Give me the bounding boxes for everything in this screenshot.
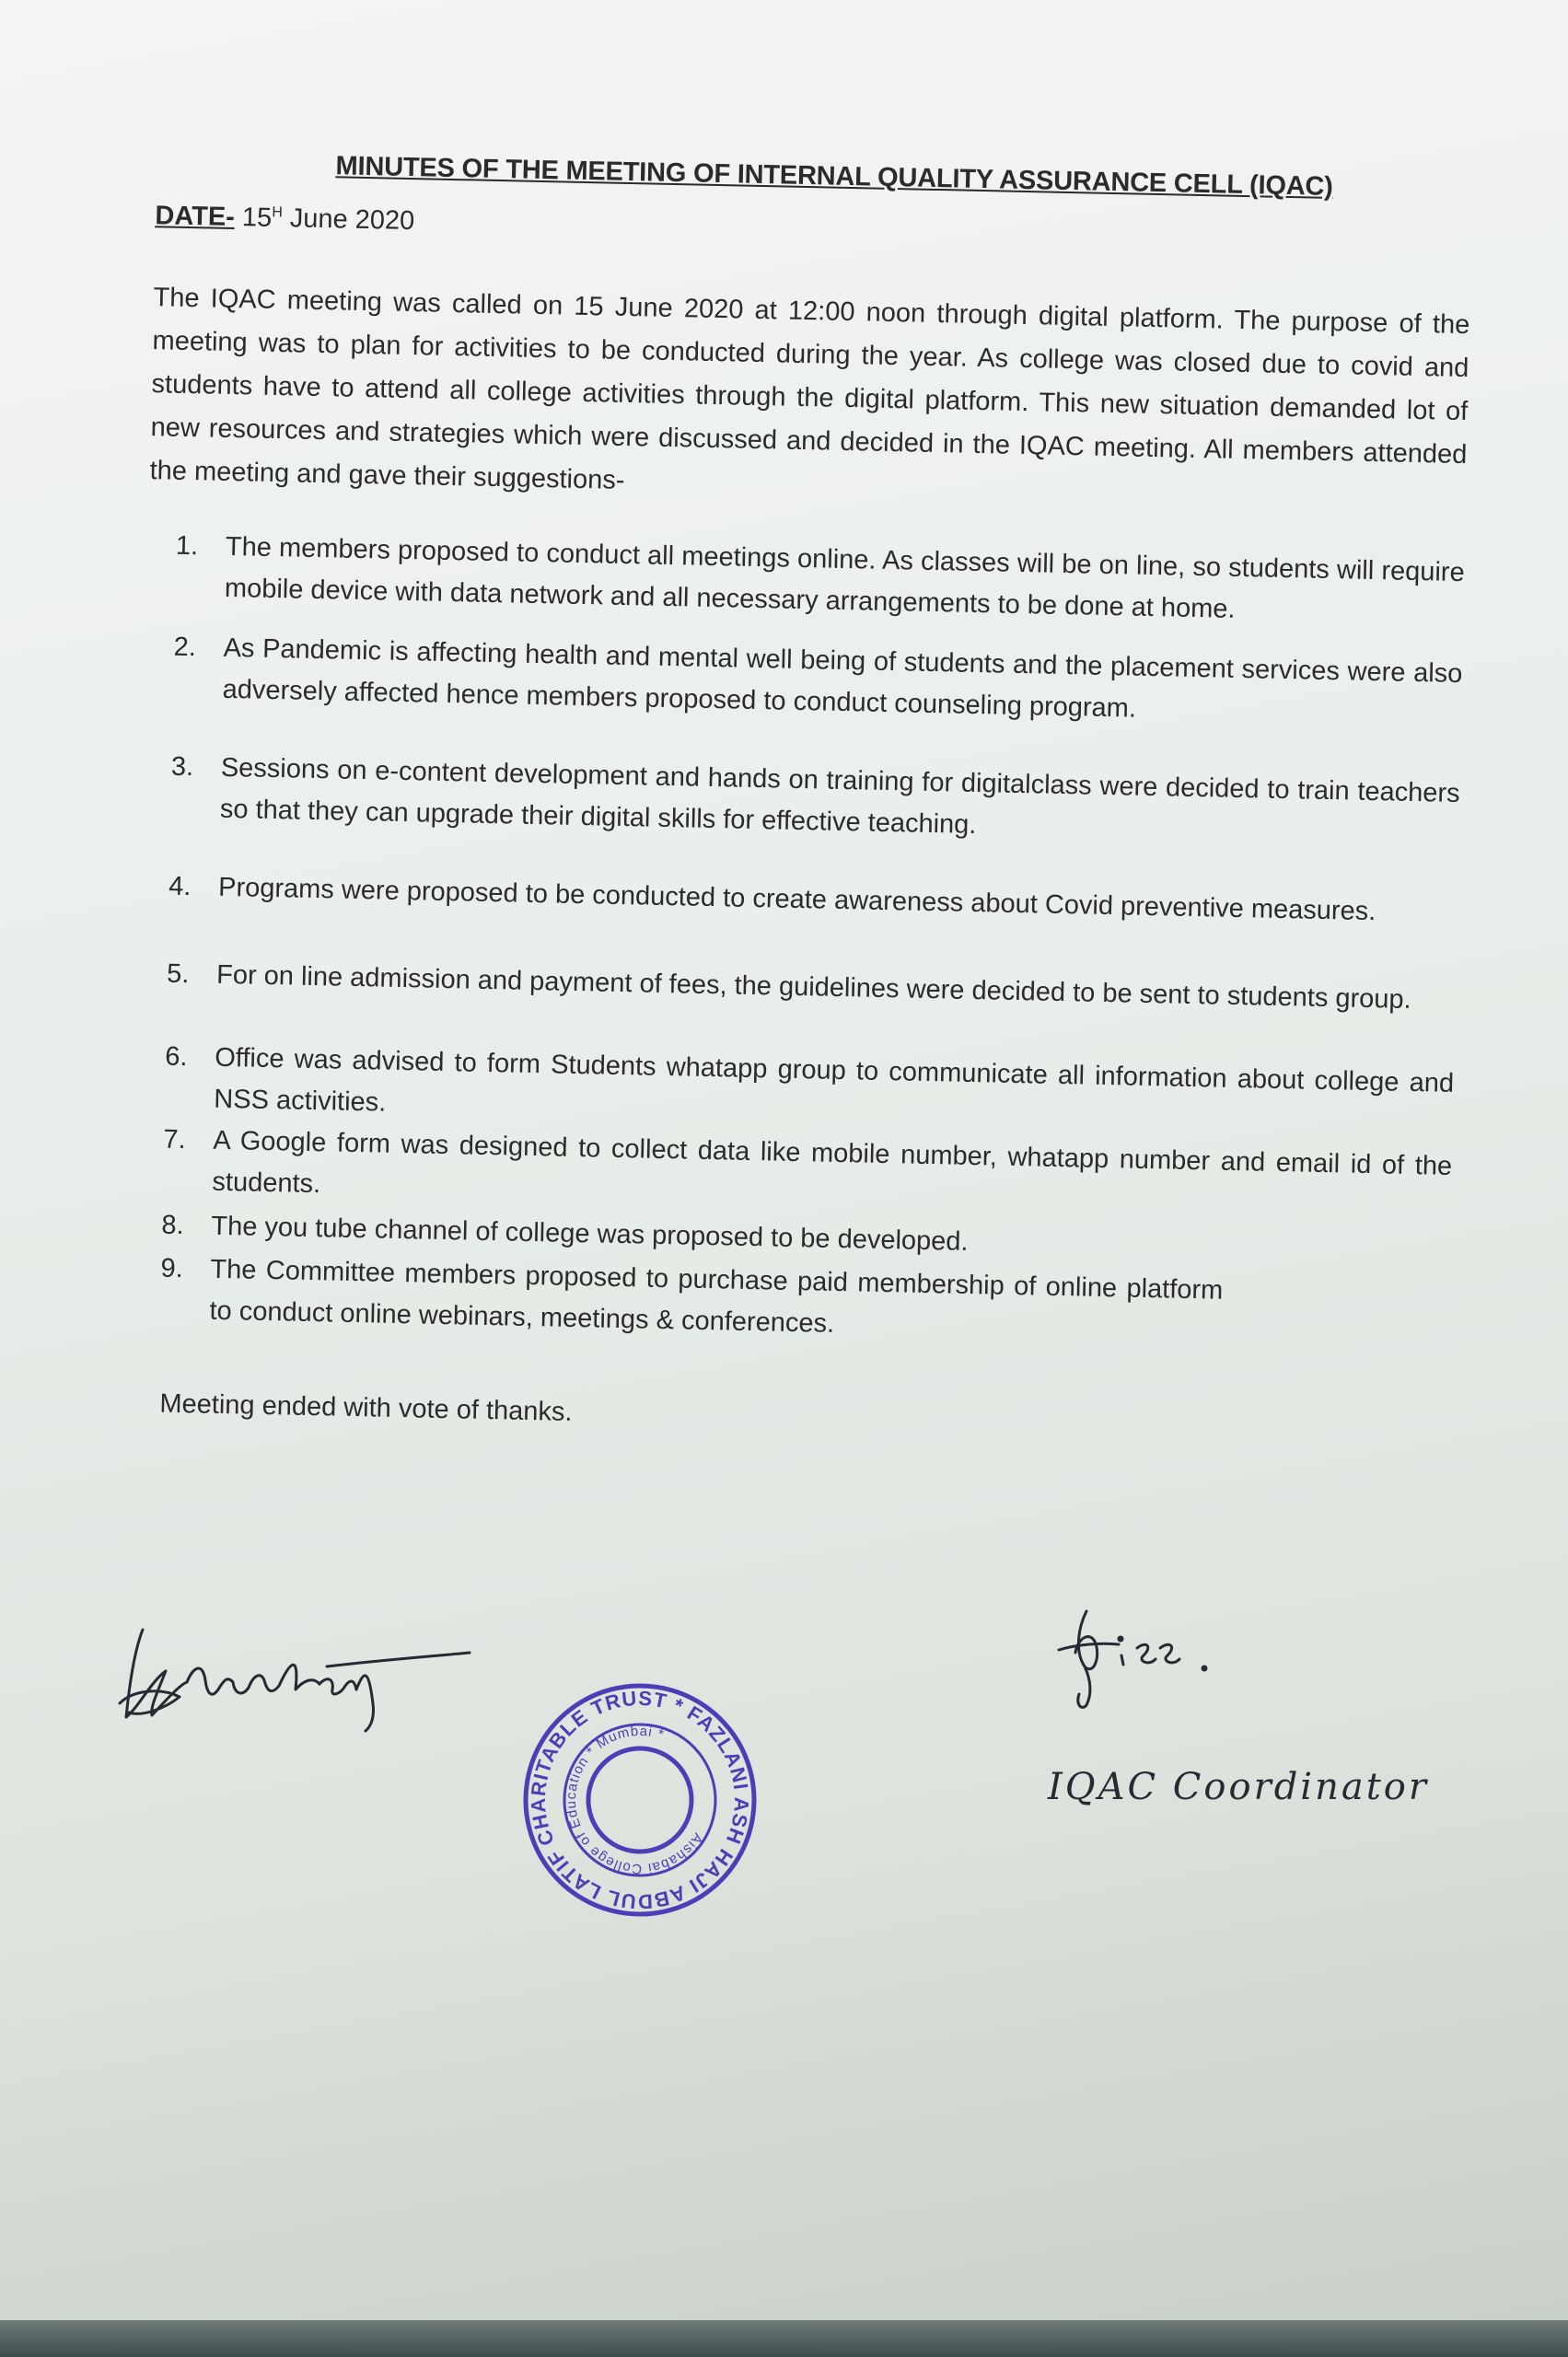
date-day: 15 xyxy=(241,203,273,233)
list-item xyxy=(167,954,1457,1022)
list-item-number: 6. xyxy=(164,1041,188,1073)
document-title: MINUTES OF THE MEETING OF INTERNAL QUALITY ASSURANCE CELL (IQAC) xyxy=(335,151,1334,202)
list-item-text: The you tube channel of college was proposed to be developed. xyxy=(211,1211,969,1257)
list-item-text: As Pandemic is affecting health and mental well being of students and the placement services were also adversely affected hence members proposed to conduct counseling program. xyxy=(222,633,1463,724)
list-item-text: The members proposed to conduct all meetings online. As classes will be on line, so students will require mobile device with data network and all necessary arrangements to be done at home. xyxy=(224,531,1465,624)
minutes-body xyxy=(147,147,1473,1427)
list-item-text: A Google form was designed to collect data like mobile number, whatapp number and email id of the students. xyxy=(212,1125,1453,1200)
svg-text:HAJI ABDUL LATIF CHARITABLE TR: HAJI ABDUL LATIF CHARITABLE TRUST * FAZLANI ASHABAI xyxy=(526,1686,754,1914)
list-item-text: Office was advised to form Students whatapp group to communicate all information about college and NSS activities. xyxy=(214,1042,1455,1118)
list-item-number: 9. xyxy=(160,1253,184,1284)
intro-paragraph: The IQAC meeting was called on 15 June 2020 at 12:00 noon through digital platform. The purpose of the meeting was to plan for activities to be conducted during the year. As college was closed due to covid and students have to attend all college activities through the digital platform. This new situation demanded lot of new resources and strategies which were discussed and decided in the IQAC meeting. All members attended the meeting and gave their suggestions- xyxy=(149,283,1470,495)
list-item xyxy=(172,627,1463,737)
list-item xyxy=(168,866,1458,935)
list-item-text: The Committee members proposed to purchase paid membership of online platform to conduct online webinars, meetings & conferences. xyxy=(209,1254,1224,1339)
left-signature xyxy=(115,1616,474,1736)
list-item-text: Programs were proposed to be conducted to create awareness about Covid preventive measures. xyxy=(217,872,1376,927)
table-edge xyxy=(0,2320,1568,2357)
list-item xyxy=(169,747,1460,856)
date-label: DATE- xyxy=(155,201,236,233)
svg-text:Aishabai College of Education: Aishabai College of Education * Mumbai * xyxy=(563,1723,706,1877)
list-item-number: 3. xyxy=(170,751,194,783)
list-item-text: For on line admission and payment of fees, the guidelines were decided to be sent to students group. xyxy=(215,959,1411,1015)
list-item-number: 4. xyxy=(168,871,192,902)
list-item-number: 1. xyxy=(175,530,199,562)
right-signature xyxy=(1050,1602,1215,1713)
list-item-number: 8. xyxy=(161,1210,185,1241)
list-item-text: Sessions on e-content development and hands on training for digitalclass were decided to train teachers so that they can upgrade their digital skills for effective teaching. xyxy=(219,752,1460,841)
date-month-year: June 2020 xyxy=(289,203,415,237)
date-suffix: H xyxy=(272,204,284,221)
list-item-number: 7. xyxy=(163,1124,186,1155)
coordinator-label: IQAC Coordinator xyxy=(1048,1766,1429,1808)
college-seal xyxy=(520,1680,760,1920)
list-item-number: 5. xyxy=(166,958,190,990)
meeting-date xyxy=(155,201,415,237)
suggestion-list xyxy=(160,526,1465,1339)
list-item-number: 2. xyxy=(173,632,197,663)
list-item xyxy=(175,526,1466,635)
closing-line: Meeting ended with vote of thanks. xyxy=(159,1388,573,1427)
